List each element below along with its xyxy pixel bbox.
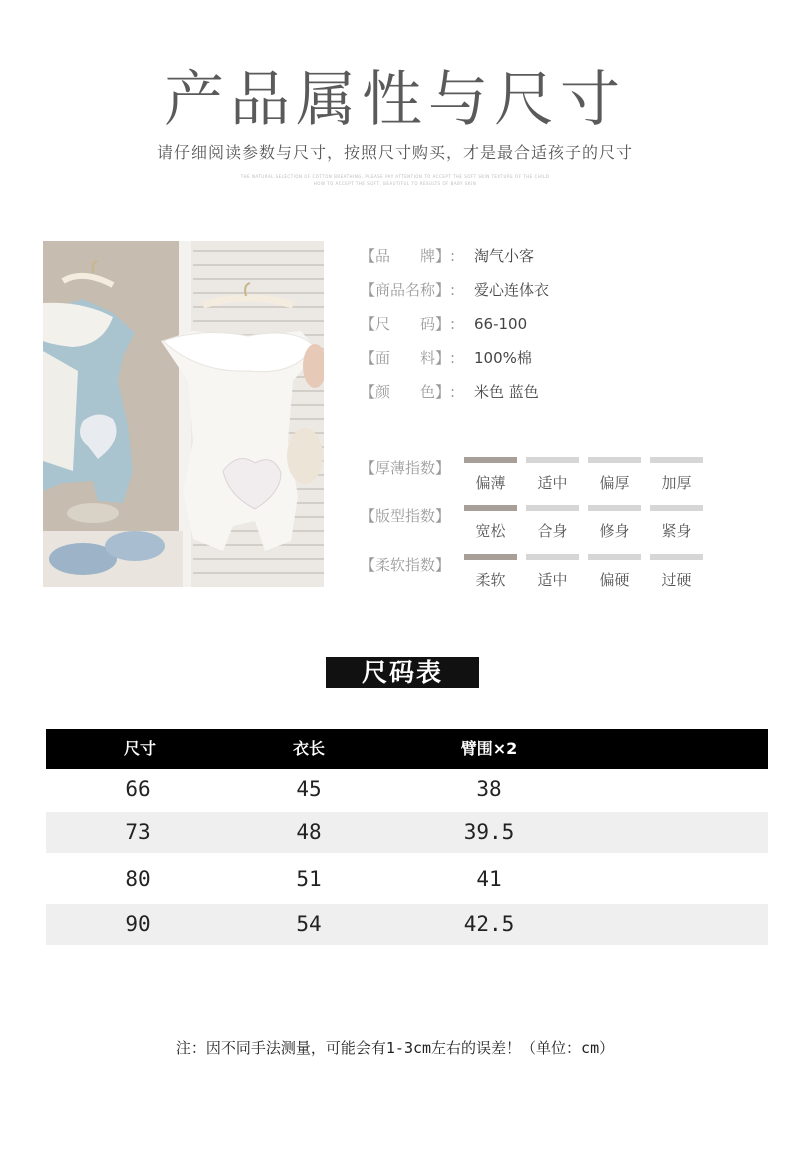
product-photo [43, 241, 324, 587]
fit-option: 修身 [599, 522, 630, 540]
attr-size [360, 313, 527, 334]
column-header-arm: 臂围×2 [460, 739, 518, 758]
attr-color-value: 米色 蓝色 [474, 383, 539, 401]
cell-size: 73 [125, 820, 151, 844]
thickness-bar [588, 457, 641, 463]
fit-bar [464, 505, 517, 511]
table-row [46, 859, 768, 900]
softness-bar [464, 554, 517, 560]
attr-color [360, 381, 539, 402]
cell-size: 80 [125, 867, 151, 891]
attr-brand [360, 245, 534, 266]
fit-option: 宽松 [475, 522, 506, 540]
cell-size: 66 [125, 777, 151, 801]
column-header-length: 衣长 [292, 739, 325, 758]
cell-arm: 39.5 [463, 820, 515, 844]
fit-option: 合身 [537, 522, 568, 540]
cell-arm: 42.5 [463, 912, 515, 936]
attr-fabric-value: 100%棉 [474, 349, 532, 367]
attr-product-name-label: 【商品名称】: [360, 281, 456, 299]
fit-option: 紧身 [661, 522, 692, 540]
thickness-bar [464, 457, 517, 463]
attr-size-label: 【尺 码】: [360, 315, 456, 333]
thickness-index-label: 【厚薄指数】 [360, 459, 451, 477]
cell-length: 45 [296, 777, 322, 801]
page-subtitle: 请仔细阅读参数与尺寸，按照尺寸购买，才是最合适孩子的尺寸 [156, 143, 633, 162]
attr-brand-label: 【品 牌】: [360, 247, 456, 265]
cell-length: 48 [296, 820, 322, 844]
softness-option: 柔软 [475, 571, 506, 589]
softness-option: 适中 [537, 571, 568, 589]
softness-bar [526, 554, 579, 560]
thickness-bar [650, 457, 703, 463]
cell-length: 54 [296, 912, 322, 936]
attr-fabric [360, 347, 532, 368]
cell-size: 90 [125, 912, 151, 936]
size-table-header [46, 729, 768, 769]
attr-size-value: 66-100 [474, 315, 528, 333]
attr-product-name [360, 279, 549, 300]
softness-index-label: 【柔软指数】 [360, 556, 451, 574]
measurement-note: 注：因不同手法测量，可能会有1-3cm左右的误差！（单位：cm） [175, 1039, 615, 1057]
fit-bar [650, 505, 703, 511]
fine-print-line-1: THE NATURAL SELECTION OF COTTON BREATHING, PLEASE PAY ATTENTION TO ACCEPT THE SOFT SKIN TEXTURE OF THE CHILD [240, 174, 550, 179]
softness-bar [650, 554, 703, 560]
fit-index-label: 【版型指数】 [360, 507, 451, 525]
thickness-option: 加厚 [661, 474, 692, 492]
attr-fabric-label: 【面 料】: [360, 349, 456, 367]
table-row [46, 904, 768, 945]
column-header-size: 尺寸 [123, 739, 156, 758]
cell-arm: 41 [476, 867, 502, 891]
thickness-option: 适中 [537, 474, 568, 492]
softness-option: 偏硬 [599, 571, 630, 589]
attr-color-label: 【颜 色】: [360, 383, 456, 401]
thickness-option: 偏薄 [475, 474, 506, 492]
attr-product-name-value: 爱心连体衣 [474, 281, 550, 299]
fit-bar [526, 505, 579, 511]
softness-bar [588, 554, 641, 560]
cell-length: 51 [296, 867, 322, 891]
fine-print-line-2: HOW TO ACCEPT THE SOFT, BEAUTIFUL TO RESULTS OF BABY SKIN [313, 181, 477, 186]
thickness-bar [526, 457, 579, 463]
page-title: 产品属性与尺寸 [164, 65, 626, 135]
thickness-option: 偏厚 [599, 474, 630, 492]
attr-brand-value: 淘气小客 [474, 247, 535, 265]
table-row [46, 812, 768, 853]
softness-option: 过硬 [661, 571, 692, 589]
fit-bar [588, 505, 641, 511]
size-chart-title: 尺码表 [326, 657, 479, 688]
table-row [46, 769, 768, 810]
cell-arm: 38 [476, 777, 502, 801]
